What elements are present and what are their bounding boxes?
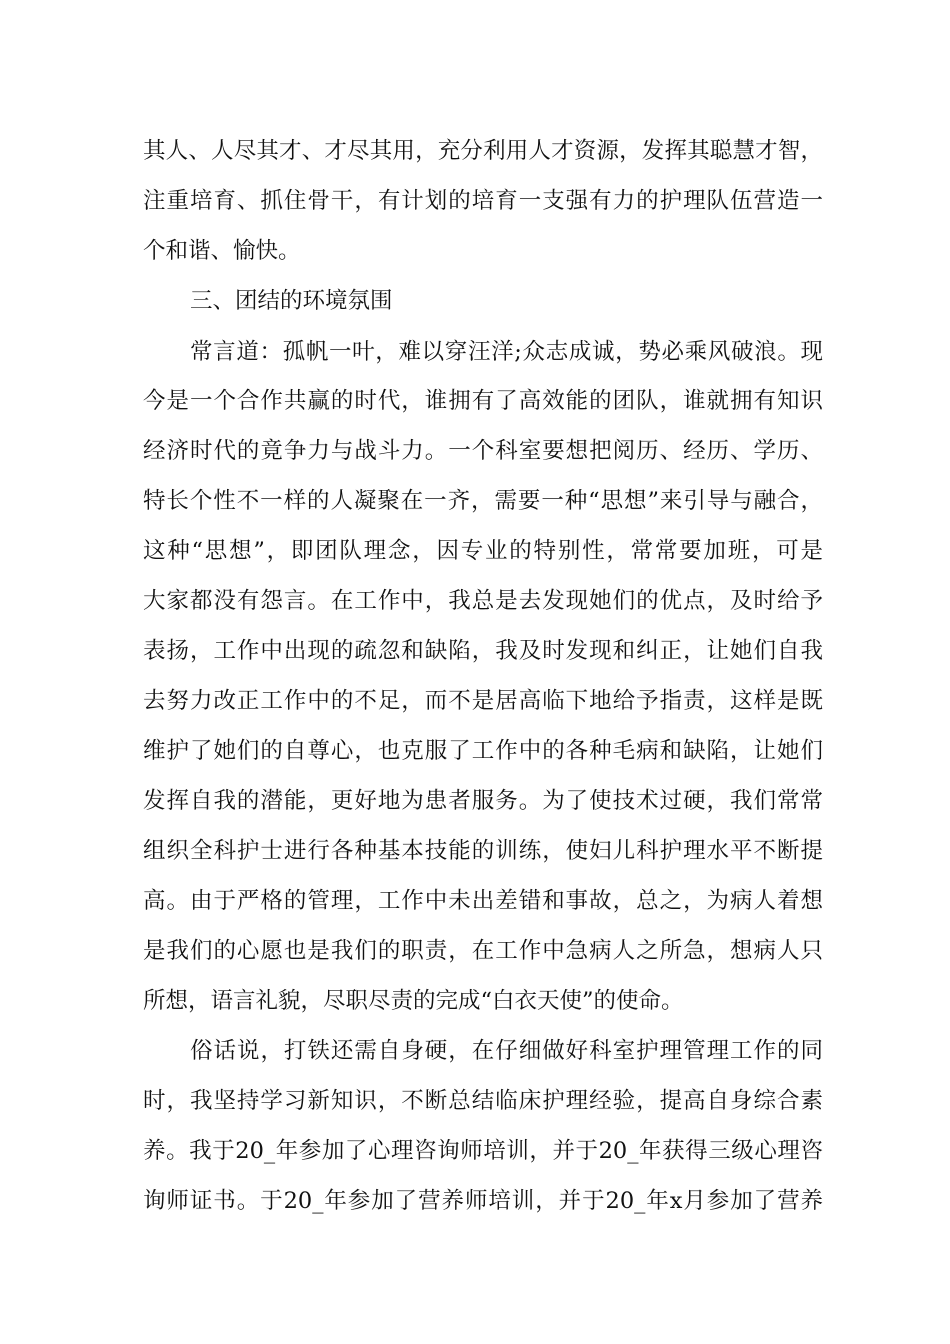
text-line: 大家都没有怨言。在工作中，我总是去发现她们的优点，及时给予 xyxy=(143,588,823,614)
paragraph-start-line: 俗话说，打铁还需自身硬，在仔细做好科室护理管理工作的同 xyxy=(190,1038,823,1064)
text-line: 高。由于严格的管理，工作中未出差错和事故，总之，为病人着想 xyxy=(143,888,823,914)
text-line: 其人、人尽其才、才尽其用，充分利用人才资源，发挥其聪慧才智， xyxy=(143,138,823,164)
text-line: 所想，语言礼貌，尽职尽责的完成“白衣天使”的使命。 xyxy=(143,988,684,1014)
text-line: 特长个性不一样的人凝聚在一齐，需要一种“思想”来引导与融合， xyxy=(143,488,823,514)
text-line: 组织全科护士进行各种基本技能的训练，使妇儿科护理水平不断提 xyxy=(143,838,823,864)
text-line: 维护了她们的自尊心，也克服了工作中的各种毛病和缺陷，让她们 xyxy=(143,738,823,764)
text-line: 询师证书。于20_年参加了营养师培训，并于20_年x月参加了营养 xyxy=(143,1188,823,1214)
text-line: 个和谐、愉快。 xyxy=(143,238,301,264)
paragraph-start-line: 常言道：孤帆一叶，难以穿汪洋;众志成诚，势必乘风破浪。现 xyxy=(190,339,823,365)
text-line: 发挥自我的潜能，更好地为患者服务。为了使技术过硬，我们常常 xyxy=(143,788,823,814)
text-line: 是我们的心愿也是我们的职责，在工作中急病人之所急，想病人只 xyxy=(143,938,823,964)
text-line: 注重培育、抓住骨干，有计划的培育一支强有力的护理队伍营造一 xyxy=(143,188,823,214)
text-line: 今是一个合作共赢的时代，谁拥有了高效能的团队，谁就拥有知识 xyxy=(143,388,823,414)
section-heading: 三、团结的环境氛围 xyxy=(190,288,393,314)
text-line: 养。我于20_年参加了心理咨询师培训，并于20_年获得三级心理咨 xyxy=(143,1138,823,1164)
text-line: 表扬，工作中出现的疏忽和缺陷，我及时发现和纠正，让她们自我 xyxy=(143,638,823,664)
text-line: 经济时代的竟争力与战斗力。一个科室要想把阅历、经历、学历、 xyxy=(143,438,823,464)
text-line: 时，我坚持学习新知识，不断总结临床护理经验，提高自身综合素 xyxy=(143,1088,823,1114)
text-line: 去努力改正工作中的不足，而不是居高临下地给予指责，这样是既 xyxy=(143,688,823,714)
text-line: 这种“思想”，即团队理念，因专业的特别性，常常要加班，可是 xyxy=(143,538,823,564)
